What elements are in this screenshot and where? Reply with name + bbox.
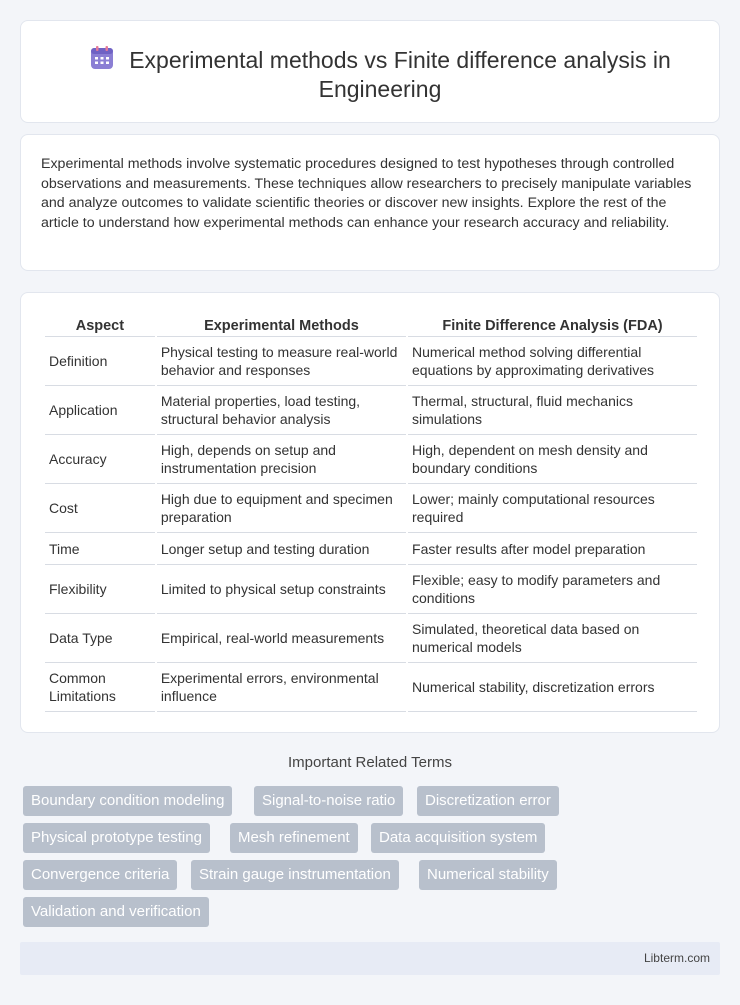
row-aspect: Accuracy bbox=[45, 435, 155, 484]
row-experimental: Empirical, real-world measurements bbox=[157, 614, 406, 663]
table-row bbox=[45, 614, 697, 663]
row-aspect: Flexibility bbox=[45, 565, 155, 614]
tag-physical-prototype-testing[interactable]: Physical prototype testing bbox=[23, 823, 210, 853]
row-fda: Flexible; easy to modify parameters and conditions bbox=[408, 565, 697, 614]
tag-signal-to-noise-ratio[interactable]: Signal-to-noise ratio bbox=[254, 786, 403, 816]
row-experimental: Physical testing to measure real-world behavior and responses bbox=[157, 337, 406, 386]
table-row bbox=[45, 337, 697, 386]
row-fda: Numerical method solving differential equations by approximating derivatives bbox=[408, 337, 697, 386]
row-aspect: Definition bbox=[45, 337, 155, 386]
row-aspect: Application bbox=[45, 386, 155, 435]
page-title bbox=[61, 45, 699, 104]
footer-site-link[interactable]: Libterm.com bbox=[643, 951, 710, 965]
row-aspect: Data Type bbox=[45, 614, 155, 663]
page-title-text: Experimental methods vs Finite difference analysis in Engineering bbox=[129, 47, 671, 102]
intro-paragraph: Experimental methods involve systematic procedures designed to test hypotheses through controlled observations and measurements. These techniques allow researchers to precisely manipulate variables and analyze outcomes to validate scientific theories or discover new insights. Explore the rest of the article to understand how experimental methods can enhance your research accuracy and reliability. bbox=[41, 156, 692, 232]
row-experimental: High, depends on setup and instrumentation precision bbox=[157, 435, 406, 484]
intro-card bbox=[20, 134, 720, 271]
row-fda: High, dependent on mesh density and boundary conditions bbox=[408, 435, 697, 484]
row-fda: Simulated, theoretical data based on numerical models bbox=[408, 614, 697, 663]
row-aspect: Cost bbox=[45, 484, 155, 533]
table-row bbox=[45, 565, 697, 614]
tag-discretization-error[interactable]: Discretization error bbox=[417, 786, 559, 816]
header-experimental: Experimental Methods bbox=[157, 315, 406, 337]
table-row bbox=[45, 663, 697, 712]
footer bbox=[20, 942, 720, 975]
table-header-row bbox=[45, 315, 697, 337]
table-row bbox=[45, 484, 697, 533]
tag-strain-gauge-instrumentation[interactable]: Strain gauge instrumentation bbox=[191, 860, 399, 890]
related-terms-title: Important Related Terms bbox=[288, 754, 452, 771]
header-aspect: Aspect bbox=[45, 315, 155, 337]
tag-data-acquisition-system[interactable]: Data acquisition system bbox=[371, 823, 545, 853]
row-experimental: Limited to physical setup constraints bbox=[157, 565, 406, 614]
table-row bbox=[45, 533, 697, 565]
header-fda: Finite Difference Analysis (FDA) bbox=[408, 315, 697, 337]
row-experimental: Material properties, load testing, structural behavior analysis bbox=[157, 386, 406, 435]
tag-mesh-refinement[interactable]: Mesh refinement bbox=[230, 823, 358, 853]
calendar-grid-icon bbox=[89, 45, 115, 71]
row-experimental: Experimental errors, environmental influence bbox=[157, 663, 406, 712]
row-experimental: Longer setup and testing duration bbox=[157, 533, 406, 565]
comparison-table-card bbox=[20, 292, 720, 733]
row-aspect: Common Limitations bbox=[45, 663, 155, 712]
table-row bbox=[45, 386, 697, 435]
tag-validation-and-verification[interactable]: Validation and verification bbox=[23, 897, 209, 927]
row-fda: Faster results after model preparation bbox=[408, 533, 697, 565]
row-fda: Numerical stability, discretization errors bbox=[408, 663, 697, 712]
comparison-table bbox=[43, 315, 699, 712]
tag-numerical-stability[interactable]: Numerical stability bbox=[419, 860, 557, 890]
table-row bbox=[45, 435, 697, 484]
tag-convergence-criteria[interactable]: Convergence criteria bbox=[23, 860, 177, 890]
row-fda: Thermal, structural, fluid mechanics simulations bbox=[408, 386, 697, 435]
row-fda: Lower; mainly computational resources required bbox=[408, 484, 697, 533]
row-aspect: Time bbox=[45, 533, 155, 565]
title-card bbox=[20, 20, 720, 123]
row-experimental: High due to equipment and specimen preparation bbox=[157, 484, 406, 533]
tag-boundary-condition-modeling[interactable]: Boundary condition modeling bbox=[23, 786, 232, 816]
